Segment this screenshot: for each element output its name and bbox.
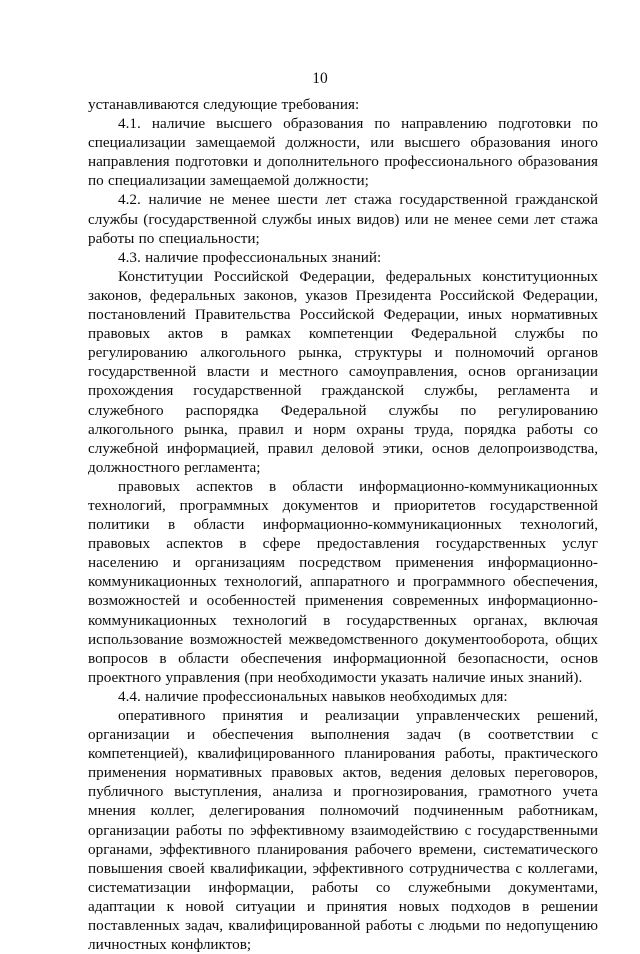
paragraph-knowledge-ict: правовых аспектов в области информационно-коммуникационных технологий, программных документов и приоритетов государственной политики в области информационно-коммуникационных технологий, правовых аспектов в сфере предоставления государственных услуг населению и организациям посредством применения информационно-коммуникационных технологий, аппаратного и программного обеспечения, возможностей и особенностей применения современных информационно-коммуникационных технологий в государственных органах, включая использование возможностей межведомственного документооборота, общих вопросов в области обеспечения информационной безопасности, основ проектного управления (при необходимости указать наличие иных знаний). <box>88 477 598 686</box>
document-body <box>88 95 598 954</box>
paragraph-intro: устанавливаются следующие требования: <box>88 96 360 113</box>
paragraph-4-4: 4.4. наличие профессиональных навыков необходимых для: <box>118 687 508 705</box>
paragraph-4-1: 4.1. наличие высшего образования по направлению подготовки по специализации замещаемой должности, или высшего образования иного направления подготовки и дополнительного профессионального образования по специализации замещаемой должности; <box>88 115 598 190</box>
page-number: 10 <box>312 70 328 87</box>
paragraph-knowledge-legal: Конституции Российской Федерации, федеральных конституционных законов, федеральных законов, указов Президента Российской Федерации, постановлений Правительства Российской Федерации, иных нормативных правовых актов в рамках компетенции Федеральной службы по регулированию алкогольного рынка, структуры и полномочий органов государственной власти и местного самоуправления, основ организации прохождения государственной гражданской службы, регламента и служебного распорядка Федеральной службы по регулированию алкогольного рынка, правил и норм охраны труда, порядка работы со служебной информацией, правил деловой этики, основ делопроизводства, должностного регламента; <box>88 267 598 476</box>
paragraph-skills: оперативного принятия и реализации управленческих решений, организации и обеспечения выполнения задач (в соответствии с компетенцией), квалифицированного планирования работы, практического применения нормативных правовых актов, ведения деловых переговоров, публичного выступления, анализа и прогнозирования, грамотного учета мнения коллег, делегирования полномочий подчиненным работникам, организации работы по эффективному взаимодействию с государственными органами, эффективного планирования рабочего времени, систематического повышения своей квалификации, эффективного сотрудничества с коллегами, систематизации информации, работы со служебными документами, адаптации к новой ситуации и принятия новых подходов в решении поставленных задач, квалифицированной работы с людьми по недопущению личностных конфликтов; <box>88 707 598 954</box>
paragraph-4-2: 4.2. наличие не менее шести лет стажа государственной гражданской службы (государственной службы иных видов) или не менее семи лет стажа работы по специальности; <box>88 191 598 247</box>
paragraph-4-3: 4.3. наличие профессиональных знаний: <box>118 248 382 266</box>
